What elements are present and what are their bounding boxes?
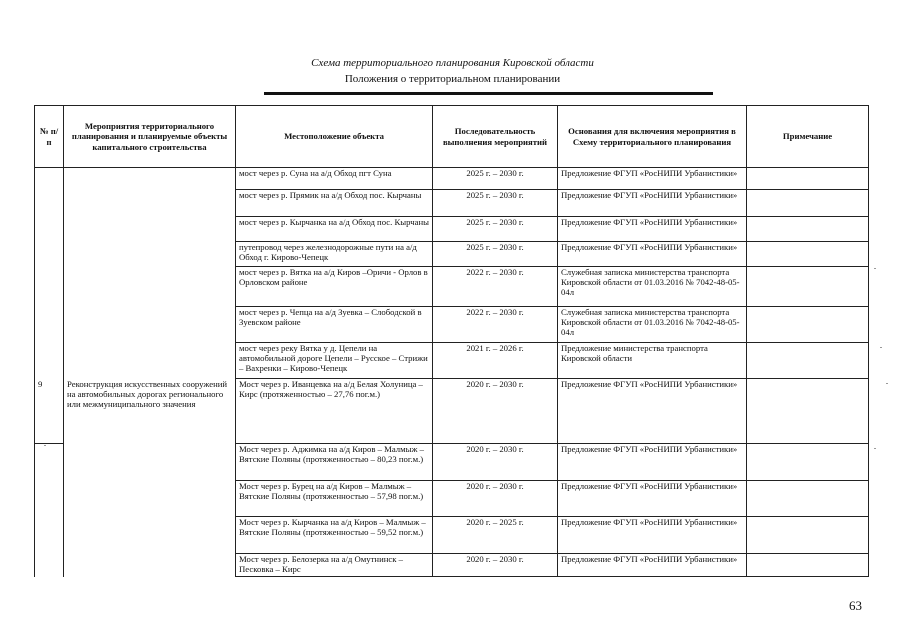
row-number <box>35 190 64 217</box>
scan-speck <box>874 448 876 449</box>
row-measure <box>64 554 236 577</box>
row-measure <box>64 343 236 379</box>
row-measure <box>64 267 236 307</box>
row-basis: Предложение ФГУП «РосНИПИ Урбанистики» <box>558 554 747 577</box>
row-measure <box>64 190 236 217</box>
row-basis: Предложение ФГУП «РосНИПИ Урбанистики» <box>558 242 747 267</box>
row-measure <box>64 307 236 343</box>
row-number <box>35 517 64 554</box>
row-basis: Предложение ФГУП «РосНИПИ Урбанистики» <box>558 168 747 190</box>
row-number <box>35 307 64 343</box>
row-number <box>35 242 64 267</box>
row-number <box>35 217 64 242</box>
table-row <box>35 217 869 242</box>
row-sequence: 2020 г. – 2030 г. <box>433 554 558 577</box>
row-location: мост через р. Вятка на а/д Киров –Оричи - Орлов в Орловском районе <box>236 267 433 307</box>
row-sequence: 2022 г. – 2030 г. <box>433 267 558 307</box>
scan-speck <box>44 445 46 446</box>
row-sequence: 2025 г. – 2030 г. <box>433 242 558 267</box>
row-sequence: 2020 г. – 2030 г. <box>433 481 558 517</box>
scan-speck <box>886 383 888 384</box>
table-header-row <box>35 106 869 168</box>
row-number <box>35 554 64 577</box>
row-basis: Предложение ФГУП «РосНИПИ Урбанистики» <box>558 190 747 217</box>
table-row <box>35 554 869 577</box>
column-header-location: Местоположение объекта <box>236 106 433 168</box>
table-row <box>35 190 869 217</box>
row-location: мост через р. Кырчанка на а/д Обход пос. Кырчаны <box>236 217 433 242</box>
scan-speck <box>880 347 882 348</box>
row-basis: Служебная записка министерства транспорта Кировской области от 01.03.2016 № 7042-48-05-04л <box>558 307 747 343</box>
row-note <box>747 554 869 577</box>
document-subtitle: Положения о территориальном планировании <box>344 73 561 85</box>
row-measure <box>64 481 236 517</box>
table-row <box>35 481 869 517</box>
row-measure <box>64 242 236 267</box>
column-header-number: № п/п <box>35 106 64 168</box>
planning-table <box>34 105 869 577</box>
row-sequence: 2025 г. – 2030 г. <box>433 190 558 217</box>
row-location: Мост через р. Бурец на а/д Киров – Малмыж – Вятские Поляны (протяженностью – 57,98 пог.м.) <box>236 481 433 517</box>
row-location: Мост через р. Аджимка на а/д Киров – Малмыж – Вятские Поляны (протяженностью – 80,23 пог.м.) <box>236 444 433 481</box>
row-sequence: 2022 г. – 2030 г. <box>433 307 558 343</box>
row-note <box>747 517 869 554</box>
row-note <box>747 190 869 217</box>
row-sequence: 2025 г. – 2030 г. <box>433 168 558 190</box>
column-header-basis: Основания для включения мероприятия в Схему территориального планирования <box>558 106 747 168</box>
row-location: путепровод через железнодорожные пути на а/д Обход г. Кирово-Чепецк <box>236 242 433 267</box>
row-note <box>747 267 869 307</box>
row-number <box>35 267 64 307</box>
row-sequence: 2020 г. – 2030 г. <box>433 444 558 481</box>
table-row <box>35 242 869 267</box>
row-note <box>747 168 869 190</box>
row-number <box>35 444 64 481</box>
row-basis: Предложение ФГУП «РосНИПИ Урбанистики» <box>558 517 747 554</box>
row-measure: Реконструкция искусственных сооружений на автомобильных дорогах регионального или межмуниципального значения <box>64 379 236 444</box>
table-row <box>35 517 869 554</box>
header-rule <box>264 92 713 95</box>
table-row <box>35 444 869 481</box>
row-basis: Служебная записка министерства транспорта Кировской области от 01.03.2016 № 7042-48-05-04л <box>558 267 747 307</box>
row-note <box>747 307 869 343</box>
row-number <box>35 343 64 379</box>
row-note <box>747 379 869 444</box>
document-title: Схема территориального планирования Кировской области <box>311 57 594 69</box>
row-sequence: 2020 г. – 2025 г. <box>433 517 558 554</box>
row-note <box>747 481 869 517</box>
row-location: мост через р. Суна на а/д Обход пгт Суна <box>236 168 433 190</box>
table-row <box>35 343 869 379</box>
row-basis: Предложение ФГУП «РосНИПИ Урбанистики» <box>558 217 747 242</box>
row-note <box>747 343 869 379</box>
column-header-sequence: Последовательность выполнения мероприятий <box>433 106 558 168</box>
column-header-measure: Мероприятия территориального планирования и планируемые объекты капитального строительства <box>64 106 236 168</box>
row-location: Мост через р. Иванцевка на а/д Белая Холуница – Кирс (протяженностью – 27,76 пог.м.) <box>236 379 433 444</box>
scan-speck <box>874 268 876 269</box>
row-location: Мост через р. Белозерка на а/д Омутнинск – Песковка – Кирс <box>236 554 433 577</box>
table-row <box>35 168 869 190</box>
row-sequence: 2021 г. – 2026 г. <box>433 343 558 379</box>
page-number: 63 <box>849 598 862 613</box>
row-sequence: 2025 г. – 2030 г. <box>433 217 558 242</box>
row-measure <box>64 517 236 554</box>
row-basis: Предложение ФГУП «РосНИПИ Урбанистики» <box>558 379 747 444</box>
row-sequence: 2020 г. – 2030 г. <box>433 379 558 444</box>
row-number <box>35 481 64 517</box>
row-measure <box>64 168 236 190</box>
row-location: мост через р. Прямик на а/д Обход пос. Кырчаны <box>236 190 433 217</box>
table-row <box>35 379 869 444</box>
row-note <box>747 444 869 481</box>
row-note <box>747 242 869 267</box>
row-location: мост через р. Чепца на а/д Зуевка – Слободской в Зуевском районе <box>236 307 433 343</box>
row-note <box>747 217 869 242</box>
table-row <box>35 267 869 307</box>
row-number <box>35 168 64 190</box>
row-location: мост через реку Вятка у д. Цепели на автомобильной дороге Цепели – Русское – Стрижи – Вахренки – Кирово-Чепецк <box>236 343 433 379</box>
row-measure <box>64 217 236 242</box>
row-basis: Предложение ФГУП «РосНИПИ Урбанистики» <box>558 481 747 517</box>
table-row <box>35 307 869 343</box>
row-number: 9 <box>35 379 64 444</box>
column-header-note: Примечание <box>747 106 869 168</box>
row-basis: Предложение министерства транспорта Кировской области <box>558 343 747 379</box>
row-measure <box>64 444 236 481</box>
row-basis: Предложение ФГУП «РосНИПИ Урбанистики» <box>558 444 747 481</box>
row-location: Мост через р. Кырчанка на а/д Киров – Малмыж – Вятские Поляны (протяженностью – 59,52 пог.м.) <box>236 517 433 554</box>
